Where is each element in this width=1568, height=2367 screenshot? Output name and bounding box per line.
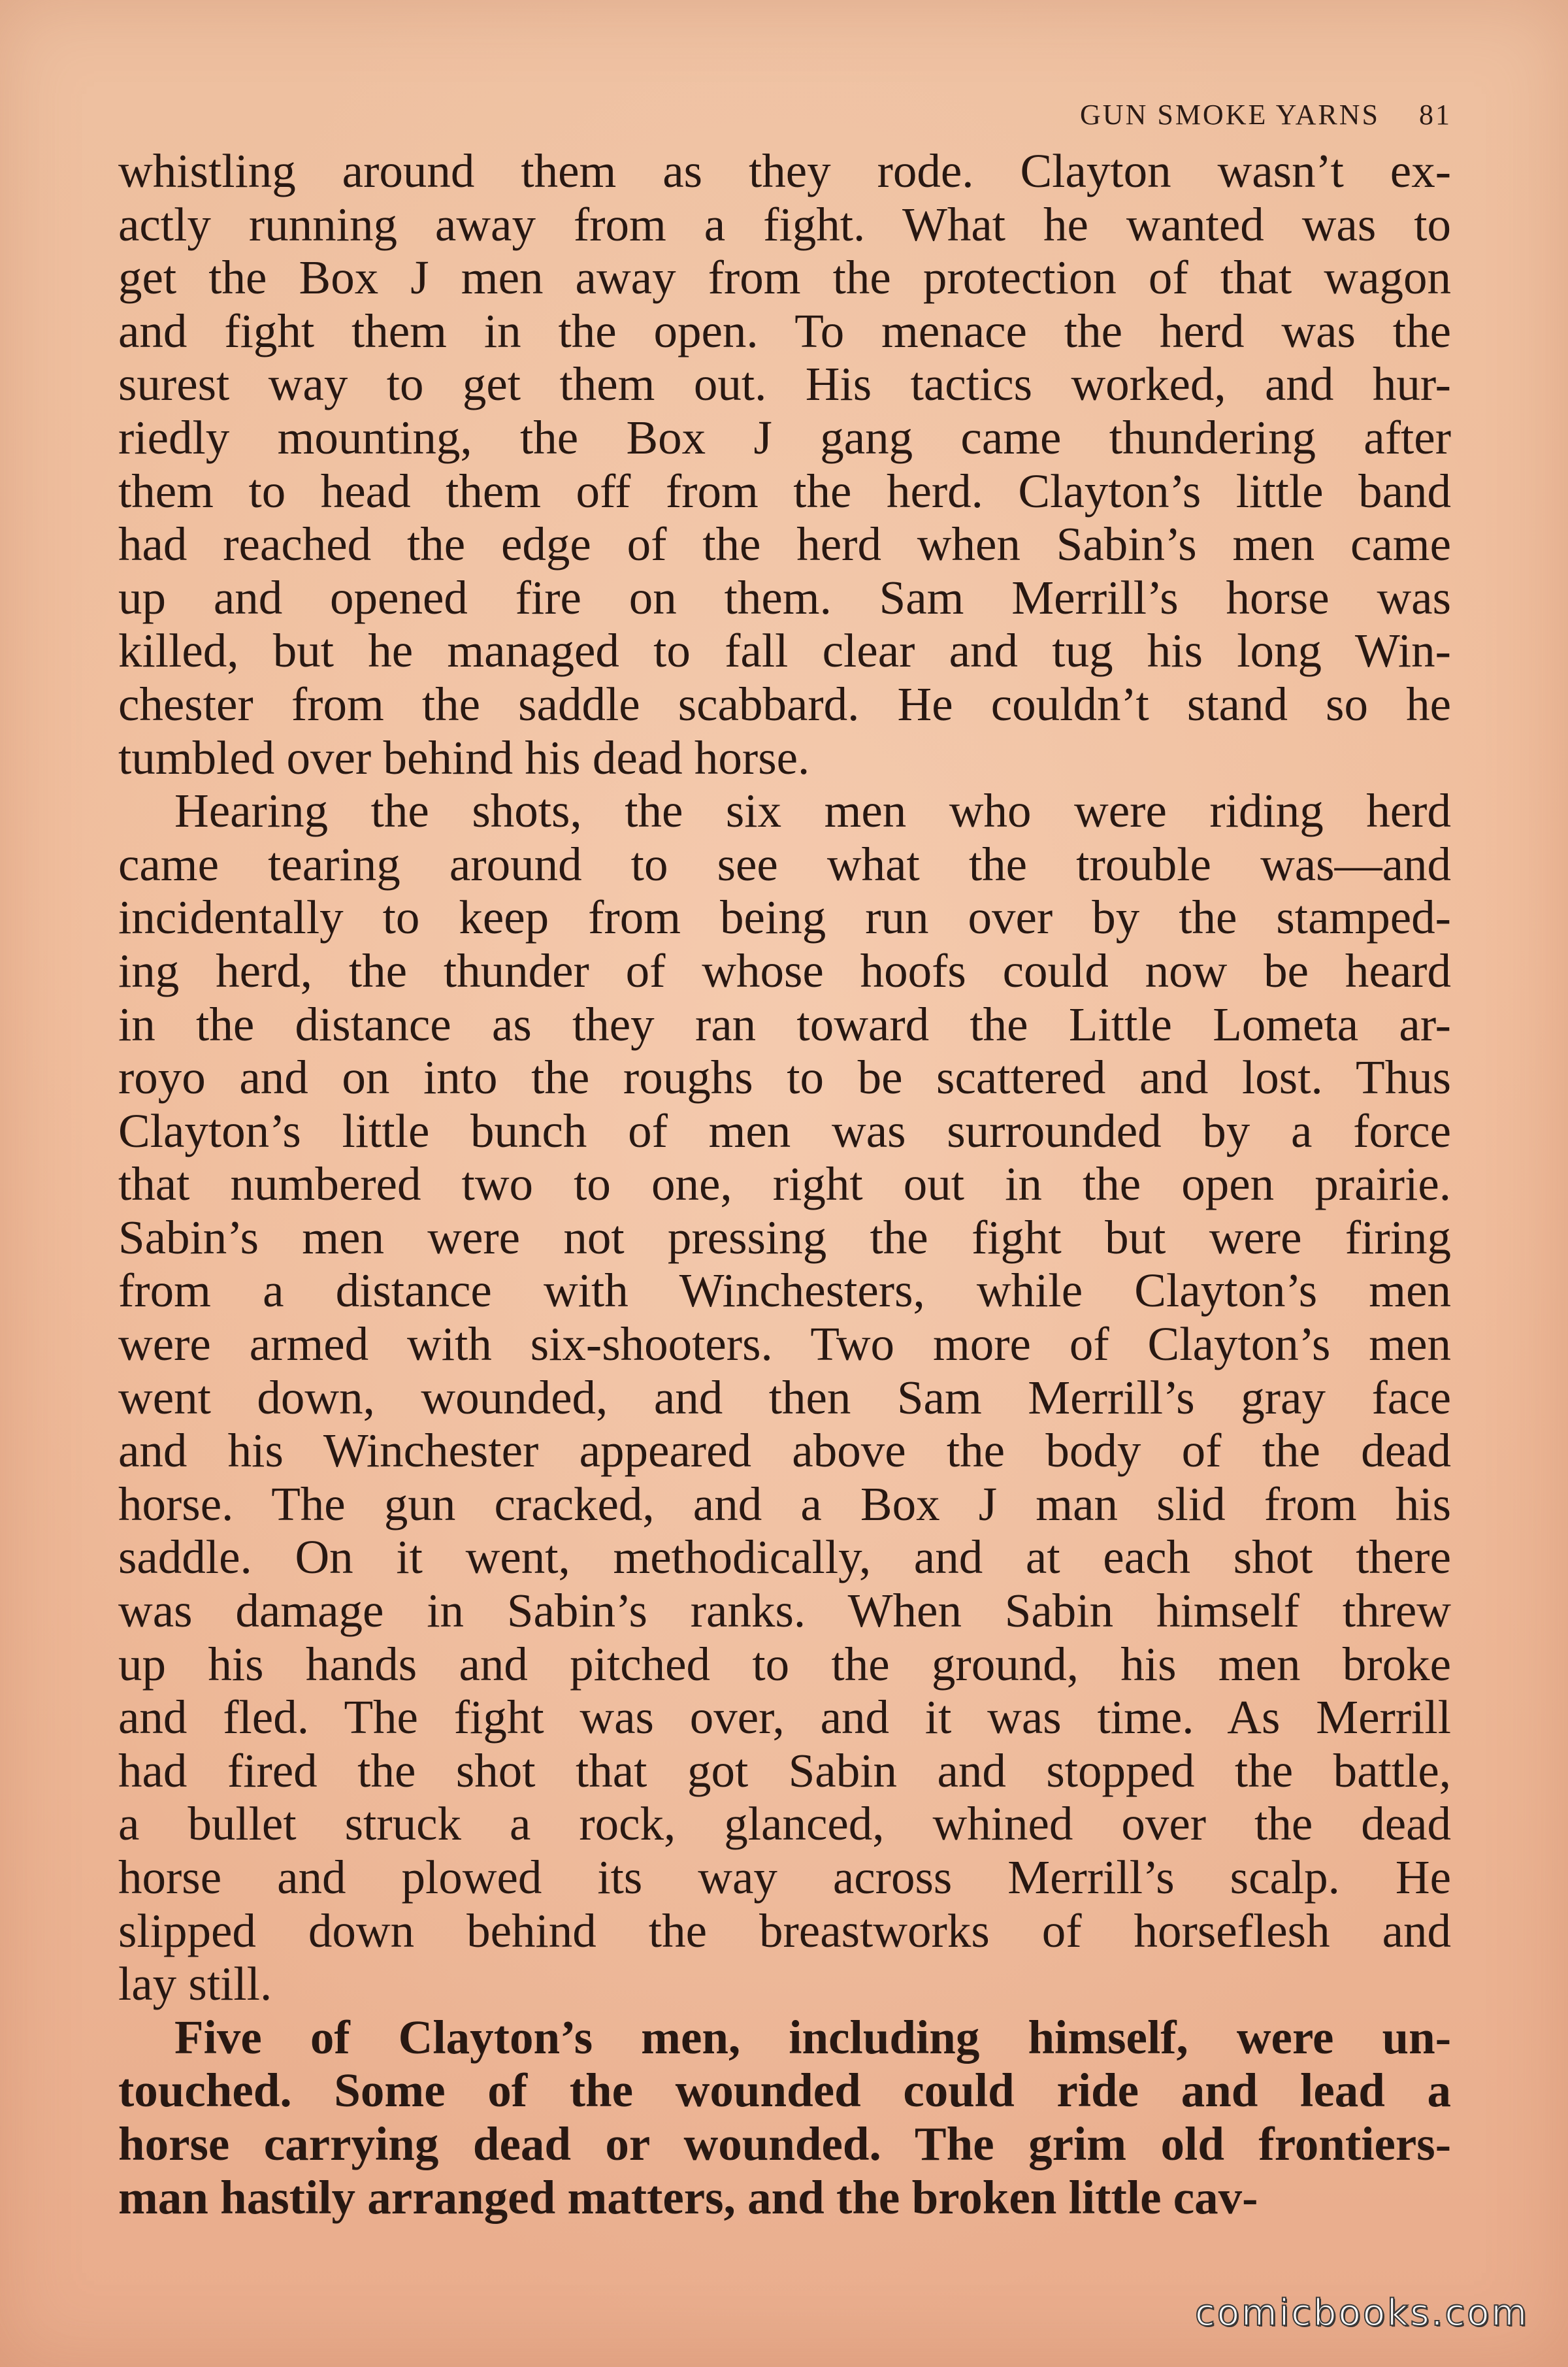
text-line: lay still. xyxy=(118,1957,272,2011)
text-line: and fight them in the open. To menace the herd was the xyxy=(118,304,1451,357)
text-line: riedly mounting, the Box J gang came thundering after xyxy=(118,410,1451,464)
paragraph xyxy=(118,144,1451,784)
text-line: saddle. On it went, methodically, and at each shot there xyxy=(118,1531,1451,1584)
text-line: horse. The gun cracked, and a Box J man slid from his xyxy=(118,1477,1451,1531)
text-line: Sabin’s men were not pressing the fight but were firing xyxy=(118,1210,1451,1264)
text-line: touched. Some of the wounded could ride and lead a xyxy=(118,2064,1451,2117)
paragraph xyxy=(118,2011,1451,2224)
text-line: up his hands and pitched to the ground, his men broke xyxy=(118,1637,1451,1691)
text-line: and fled. The fight was over, and it was time. As Merrill xyxy=(118,1691,1451,1744)
text-line: and his Winchester appeared above the body of the dead xyxy=(118,1424,1451,1478)
text-line: ing herd, the thunder of whose hoofs could now be heard xyxy=(118,944,1451,997)
text-line: were armed with six-shooters. Two more of Clayton’s men xyxy=(118,1317,1451,1371)
text-line: that numbered two to one, right out in the open prairie. xyxy=(118,1157,1451,1211)
text-line: Five of Clayton’s men, including himself, were un- xyxy=(174,2010,1451,2064)
text-line: them to head them off from the herd. Clayton’s little band xyxy=(118,464,1451,518)
text-line: horse and plowed its way across Merrill’s scalp. He xyxy=(118,1851,1451,1904)
text-line: get the Box J men away from the protection of that wagon xyxy=(118,251,1451,305)
text-line: horse carrying dead or wounded. The grim old frontiers- xyxy=(118,2117,1451,2170)
text-line: royo and on into the roughs to be scattered and lost. Thus xyxy=(118,1051,1451,1104)
running-title: GUN SMOKE YARNS xyxy=(1080,99,1380,131)
text-line: chester from the saddle scabbard. He couldn’t stand so he xyxy=(118,677,1451,731)
running-head xyxy=(1080,98,1452,131)
text-line: came tearing around to see what the trouble was—and xyxy=(118,837,1451,891)
text-line: from a distance with Winchesters, while Clayton’s men xyxy=(118,1264,1451,1317)
text-line: slipped down behind the breastworks of horseflesh and xyxy=(118,1904,1451,1957)
text-line: actly running away from a fight. What he wanted was to xyxy=(118,197,1451,251)
paragraph xyxy=(118,784,1451,2011)
text-line: had fired the shot that got Sabin and stopped the battle, xyxy=(118,1744,1451,1797)
text-line: killed, but he managed to fall clear and tug his long Win- xyxy=(118,624,1451,678)
body-text xyxy=(118,144,1451,2224)
text-line: incidentally to keep from being run over by the stamped- xyxy=(118,891,1451,944)
text-line: in the distance as they ran toward the Little Lometa ar- xyxy=(118,997,1451,1051)
text-line: surest way to get them out. His tactics worked, and hur- xyxy=(118,357,1451,411)
text-line: up and opened fire on them. Sam Merrill’s horse was xyxy=(118,571,1451,624)
text-line: man hastily arranged matters, and the broken little cav- xyxy=(118,2170,1258,2224)
watermark-logo: comicbooks.com xyxy=(1194,2292,1529,2334)
text-line: went down, wounded, and then Sam Merrill’s gray face xyxy=(118,1370,1451,1424)
text-line: a bullet struck a rock, glanced, whined over the dead xyxy=(118,1797,1451,1851)
text-line: Clayton’s little bunch of men was surrounded by a force xyxy=(118,1104,1451,1157)
text-line: Hearing the shots, the six men who were riding herd xyxy=(174,784,1451,838)
text-line: tumbled over behind his dead horse. xyxy=(118,731,810,784)
text-line: was damage in Sabin’s ranks. When Sabin himself threw xyxy=(118,1584,1451,1638)
text-line: whistling around them as they rode. Clayton wasn’t ex- xyxy=(118,144,1451,197)
page-number: 81 xyxy=(1419,99,1452,131)
text-line: had reached the edge of the herd when Sabin’s men came xyxy=(118,518,1451,571)
